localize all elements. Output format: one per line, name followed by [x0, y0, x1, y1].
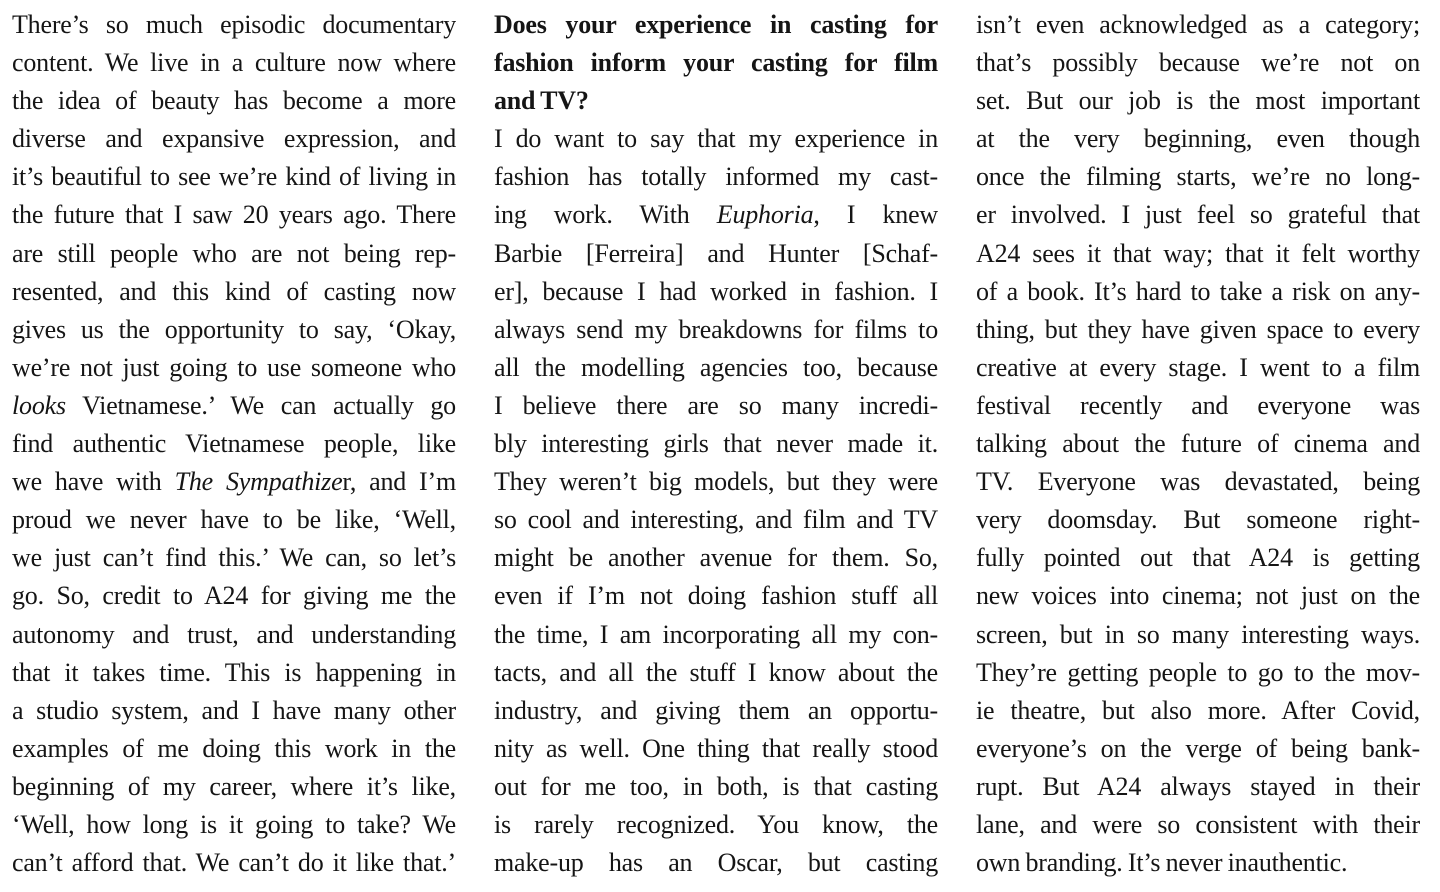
text-line	[976, 273, 1420, 311]
text-segment: is rarely recognized. You know, the	[494, 809, 938, 839]
text-segment: a studio system, and I have many other	[12, 695, 456, 725]
text-segment: content. We live in a culture now where	[12, 48, 456, 78]
text-line	[494, 196, 938, 234]
text-line	[494, 158, 938, 196]
text-line	[976, 44, 1420, 82]
text-segment: nity as well. One thing that really stood	[494, 733, 938, 763]
text-segment: ‘Well, how long is it going to take? We	[12, 809, 456, 839]
text-segment: we just can’t find this.’ We can, so let’s	[12, 543, 456, 573]
text-line	[976, 196, 1420, 234]
text-line	[976, 806, 1420, 844]
text-segment: fully pointed out that A24 is getting	[976, 543, 1420, 573]
text-segment: the time, I am incorporating all my con-	[494, 619, 938, 649]
text-segment: tacts, and all the stuff I know about the	[494, 657, 938, 687]
text-line	[976, 768, 1420, 806]
text-line	[976, 387, 1420, 425]
text-column-3	[976, 6, 1420, 892]
text-segment: er involved. I just feel so grateful that	[976, 200, 1420, 230]
text-line	[494, 463, 938, 501]
text-line	[494, 616, 938, 654]
text-line	[494, 120, 938, 158]
text-line	[976, 730, 1420, 768]
text-line	[12, 768, 456, 806]
text-line	[494, 730, 938, 768]
text-segment: examples of me doing this work in the	[12, 733, 456, 763]
text-segment: fashion inform your casting for film	[494, 48, 938, 78]
text-line	[12, 311, 456, 349]
text-line	[12, 844, 456, 882]
text-segment: once the filming starts, we’re no long-	[976, 162, 1420, 192]
text-line	[976, 539, 1420, 577]
text-column-1	[12, 6, 456, 892]
text-segment: Euphoria	[716, 200, 814, 230]
text-segment: looks	[12, 390, 66, 420]
text-segment: even if I’m not doing fashion stuff all	[494, 581, 938, 611]
text-segment: of a book. It’s hard to take a risk on any-	[976, 276, 1420, 306]
text-segment: bly interesting girls that never made it.	[494, 429, 938, 459]
text-segment: er], because I had worked in fashion. I	[494, 276, 938, 306]
text-line	[976, 844, 1420, 882]
text-line	[12, 616, 456, 654]
text-line	[494, 654, 938, 692]
text-line	[12, 235, 456, 273]
text-line	[12, 425, 456, 463]
text-segment: are still people who are not being rep-	[12, 238, 456, 268]
text-line	[976, 616, 1420, 654]
text-line	[494, 577, 938, 615]
text-segment: I do want to say that my experience in	[494, 124, 938, 154]
text-segment: A24 sees it that way; that it felt worthy	[976, 238, 1420, 268]
text-line	[976, 158, 1420, 196]
text-segment: , I knew	[813, 200, 938, 230]
text-segment: always send my breakdowns for films to	[494, 314, 938, 344]
text-segment: gives us the opportunity to say, ‘Okay,	[12, 314, 456, 344]
text-segment: new voices into cinema; not just on the	[976, 581, 1420, 611]
text-line	[494, 425, 938, 463]
text-line	[494, 6, 938, 44]
text-line	[494, 768, 938, 806]
text-line	[12, 806, 456, 844]
text-segment: proud we never have to be like, ‘Well,	[12, 505, 456, 535]
text-line	[12, 539, 456, 577]
text-line	[976, 6, 1420, 44]
text-segment: that’s possibly because we’re not on	[976, 48, 1420, 78]
text-line	[12, 501, 456, 539]
text-line	[494, 387, 938, 425]
text-line	[976, 235, 1420, 273]
text-segment: out for me too, in both, is that casting	[494, 771, 938, 801]
text-segment: r, and I’m	[342, 467, 456, 497]
text-line	[12, 44, 456, 82]
text-segment: we have with	[12, 467, 175, 497]
text-segment: beginning of my career, where it’s like,	[12, 771, 456, 801]
text-segment: creative at every stage. I went to a film	[976, 352, 1420, 382]
text-segment: the idea of beauty has become a more	[12, 86, 456, 116]
text-line	[12, 730, 456, 768]
text-line	[976, 82, 1420, 120]
text-line	[494, 311, 938, 349]
text-line	[12, 692, 456, 730]
text-segment: fashion has totally informed my cast-	[494, 162, 938, 192]
text-segment: autonomy and trust, and understanding	[12, 619, 456, 649]
text-segment: There’s so much episodic documentary	[12, 10, 456, 39]
text-segment: can’t afford that. We can’t do it like that.’	[12, 848, 456, 878]
text-line	[494, 501, 938, 539]
text-line	[12, 158, 456, 196]
text-segment: diverse and expansive expression, and	[12, 124, 456, 154]
text-segment: rupt. But A24 always stayed in their	[976, 771, 1420, 801]
text-segment: make-up has an Oscar, but casting	[494, 848, 938, 878]
text-segment: Barbie [Ferreira] and Hunter [Schaf-	[494, 238, 938, 268]
text-segment: so cool and interesting, and film and TV	[494, 505, 938, 535]
text-segment: ing work. With	[494, 200, 717, 230]
text-segment: resented, and this kind of casting now	[12, 276, 456, 306]
text-segment: find authentic Vietnamese people, like	[12, 429, 456, 459]
text-segment: They’re getting people to go to the mov-	[976, 657, 1420, 687]
text-line	[12, 349, 456, 387]
text-line	[976, 425, 1420, 463]
text-segment: The Sympathize	[174, 467, 343, 497]
text-line	[12, 6, 456, 44]
text-line	[494, 349, 938, 387]
text-segment: Does your experience in casting for	[494, 10, 938, 39]
text-line	[976, 654, 1420, 692]
text-segment: They weren’t big models, but they were	[494, 467, 938, 497]
text-segment: own branding. It’s never inauthentic.	[976, 848, 1348, 878]
text-segment: festival recently and everyone was	[976, 390, 1420, 420]
text-line	[494, 44, 938, 82]
text-line	[494, 273, 938, 311]
text-line	[12, 273, 456, 311]
text-segment: talking about the future of cinema and	[976, 429, 1420, 459]
text-line	[12, 82, 456, 120]
text-segment: everyone’s on the verge of being bank-	[976, 733, 1420, 763]
text-line	[976, 692, 1420, 730]
text-line	[976, 501, 1420, 539]
text-segment: we’re not just going to use someone who	[12, 352, 456, 382]
text-line	[12, 577, 456, 615]
text-line	[12, 463, 456, 501]
text-segment: screen, but in so many interesting ways.	[976, 619, 1420, 649]
text-segment: that it takes time. This is happening in	[12, 657, 456, 687]
text-segment: very doomsday. But someone right-	[976, 505, 1420, 535]
text-line	[976, 577, 1420, 615]
text-segment: thing, but they have given space to every	[976, 314, 1420, 344]
text-segment: industry, and giving them an opportu-	[494, 695, 938, 725]
text-line	[494, 806, 938, 844]
text-line	[494, 539, 938, 577]
text-segment: all the modelling agencies too, because	[494, 352, 938, 382]
text-segment: the future that I saw 20 years ago. There	[12, 200, 456, 230]
text-segment: ie theatre, but also more. After Covid,	[976, 695, 1420, 725]
text-line	[12, 196, 456, 234]
text-segment: at the very beginning, even though	[976, 124, 1420, 154]
text-line	[494, 692, 938, 730]
text-column-2	[494, 6, 938, 892]
text-line	[976, 120, 1420, 158]
text-segment: lane, and were so consistent with their	[976, 809, 1420, 839]
text-segment: and TV?	[494, 86, 589, 116]
text-line	[12, 120, 456, 158]
text-line	[494, 82, 938, 120]
text-segment: go. So, credit to A24 for giving me the	[12, 581, 456, 611]
text-line	[12, 387, 456, 425]
text-line	[976, 349, 1420, 387]
text-segment: isn’t even acknowledged as a category;	[976, 10, 1420, 39]
text-line	[976, 463, 1420, 501]
text-segment: TV. Everyone was devastated, being	[976, 467, 1420, 497]
text-line	[494, 235, 938, 273]
text-line	[976, 311, 1420, 349]
text-line	[494, 844, 938, 882]
text-segment: it’s beautiful to see we’re kind of living in	[12, 162, 456, 192]
text-segment: might be another avenue for them. So,	[494, 543, 938, 573]
text-line	[12, 654, 456, 692]
text-segment: Vietnamese.’ We can actually go	[65, 390, 456, 420]
text-segment: I believe there are so many incredi-	[494, 390, 938, 420]
text-segment: set. But our job is the most important	[976, 86, 1420, 116]
